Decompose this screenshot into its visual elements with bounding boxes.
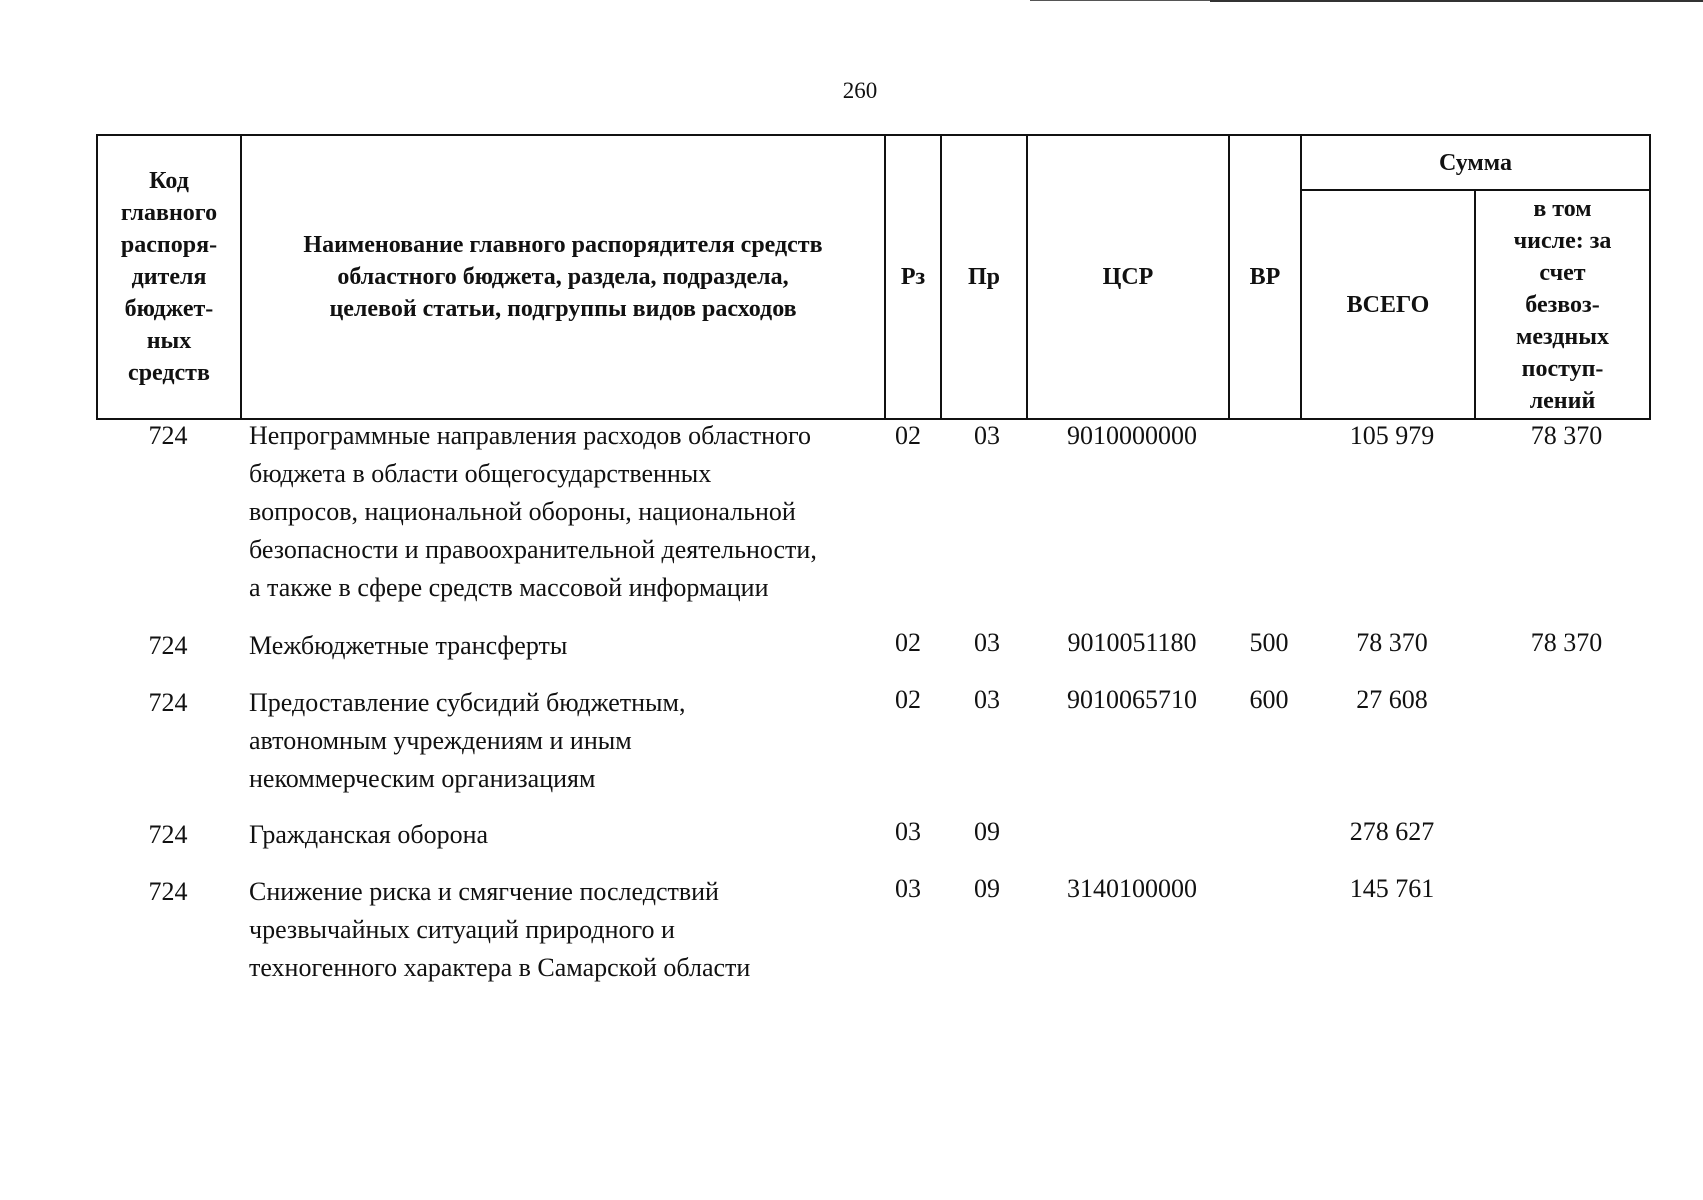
row-vr: 500 [1249, 628, 1289, 657]
header-code-line: Код [149, 168, 189, 194]
row-free: 78 370 [1530, 628, 1603, 657]
row-total: 27 608 [1356, 685, 1428, 714]
row-total: 145 761 [1349, 874, 1435, 903]
header-free-line: в том [1533, 195, 1592, 222]
row-name-line: Снижение риска и смягчение последствий [249, 877, 719, 906]
row-name-line: некоммерческим организациям [249, 764, 596, 793]
header-sum: Сумма [1301, 135, 1650, 190]
row-name-line: вопросов, национальной обороны, национальной [249, 497, 796, 526]
row-name [249, 417, 979, 607]
row-code: 724 [148, 421, 188, 450]
header-free-line: числе: за [1513, 227, 1612, 254]
row-free: 78 370 [1530, 421, 1603, 450]
header-vr: ВР [1229, 135, 1301, 419]
header-code [97, 135, 241, 419]
header-code-line: ных [146, 328, 192, 354]
header-free-line: мездных [1516, 323, 1609, 350]
header-pr: Пр [941, 135, 1027, 419]
header-free-line: безвоз- [1525, 291, 1600, 318]
row-name-line: Гражданская оборона [249, 820, 489, 849]
row-name-line: автономным учреждениям и иным [249, 726, 632, 755]
header-free-line: лений [1529, 387, 1596, 414]
header-free-line: поступ- [1521, 355, 1604, 382]
row-pr: 03 [974, 421, 1000, 450]
row-vr: 600 [1249, 685, 1289, 714]
header-code-line: средств [128, 360, 210, 386]
header-free [1475, 190, 1650, 419]
row-csr: 9010000000 [1067, 421, 1197, 450]
header-code-line: дителя [131, 264, 207, 290]
row-pr: 09 [974, 874, 1000, 903]
row-name-line: безопасности и правоохранительной деятельности, [249, 535, 817, 564]
header-free-line: счет [1539, 259, 1586, 286]
row-csr: 9010051180 [1067, 628, 1197, 657]
row-name-line: чрезвычайных ситуаций природного и [249, 915, 675, 944]
header-code-line: бюджет- [124, 296, 214, 322]
header-name-line: областного бюджета, раздела, подраздела, [337, 264, 789, 290]
scan-edge-line [1210, 0, 1703, 2]
row-pr: 09 [974, 817, 1000, 846]
row-pr: 03 [974, 628, 1000, 657]
row-name-line: Межбюджетные трансферты [249, 631, 568, 660]
row-total: 78 370 [1356, 628, 1428, 657]
row-name [249, 627, 979, 665]
header-total: ВСЕГО [1301, 190, 1475, 419]
row-rz: 02 [895, 421, 921, 450]
row-name-line: Предоставление субсидий бюджетным, [249, 688, 686, 717]
row-name [249, 873, 979, 987]
row-rz: 03 [895, 817, 921, 846]
row-rz: 02 [895, 685, 921, 714]
page-number: 260 [842, 78, 878, 103]
row-code: 724 [148, 631, 188, 660]
row-name-line: бюджета в области общегосударственных [249, 459, 712, 488]
header-code-line: распоря- [120, 232, 218, 258]
row-csr: 3140100000 [1067, 874, 1197, 903]
row-name-line: техногенного характера в Самарской области [249, 953, 751, 982]
row-total: 105 979 [1349, 421, 1435, 450]
row-code: 724 [148, 877, 188, 906]
row-name [249, 684, 979, 798]
header-name [241, 135, 885, 419]
row-name-line: Непрограммные направления расходов областного [249, 421, 811, 450]
header-name-line: целевой статьи, подгруппы видов расходов [329, 296, 797, 322]
header-rz: Рз [885, 135, 941, 419]
row-csr: 9010065710 [1067, 685, 1197, 714]
row-rz: 03 [895, 874, 921, 903]
header-csr: ЦСР [1027, 135, 1229, 419]
row-pr: 03 [974, 685, 1000, 714]
table-header [96, 134, 1651, 420]
header-name-line: Наименование главного распорядителя средств [303, 232, 823, 258]
row-name [249, 816, 979, 854]
row-code: 724 [148, 688, 188, 717]
row-code: 724 [148, 820, 188, 849]
row-total: 278 627 [1349, 817, 1435, 846]
row-name-line: а также в сфере средств массовой информации [249, 573, 769, 602]
row-rz: 02 [895, 628, 921, 657]
header-code-line: главного [120, 200, 218, 226]
